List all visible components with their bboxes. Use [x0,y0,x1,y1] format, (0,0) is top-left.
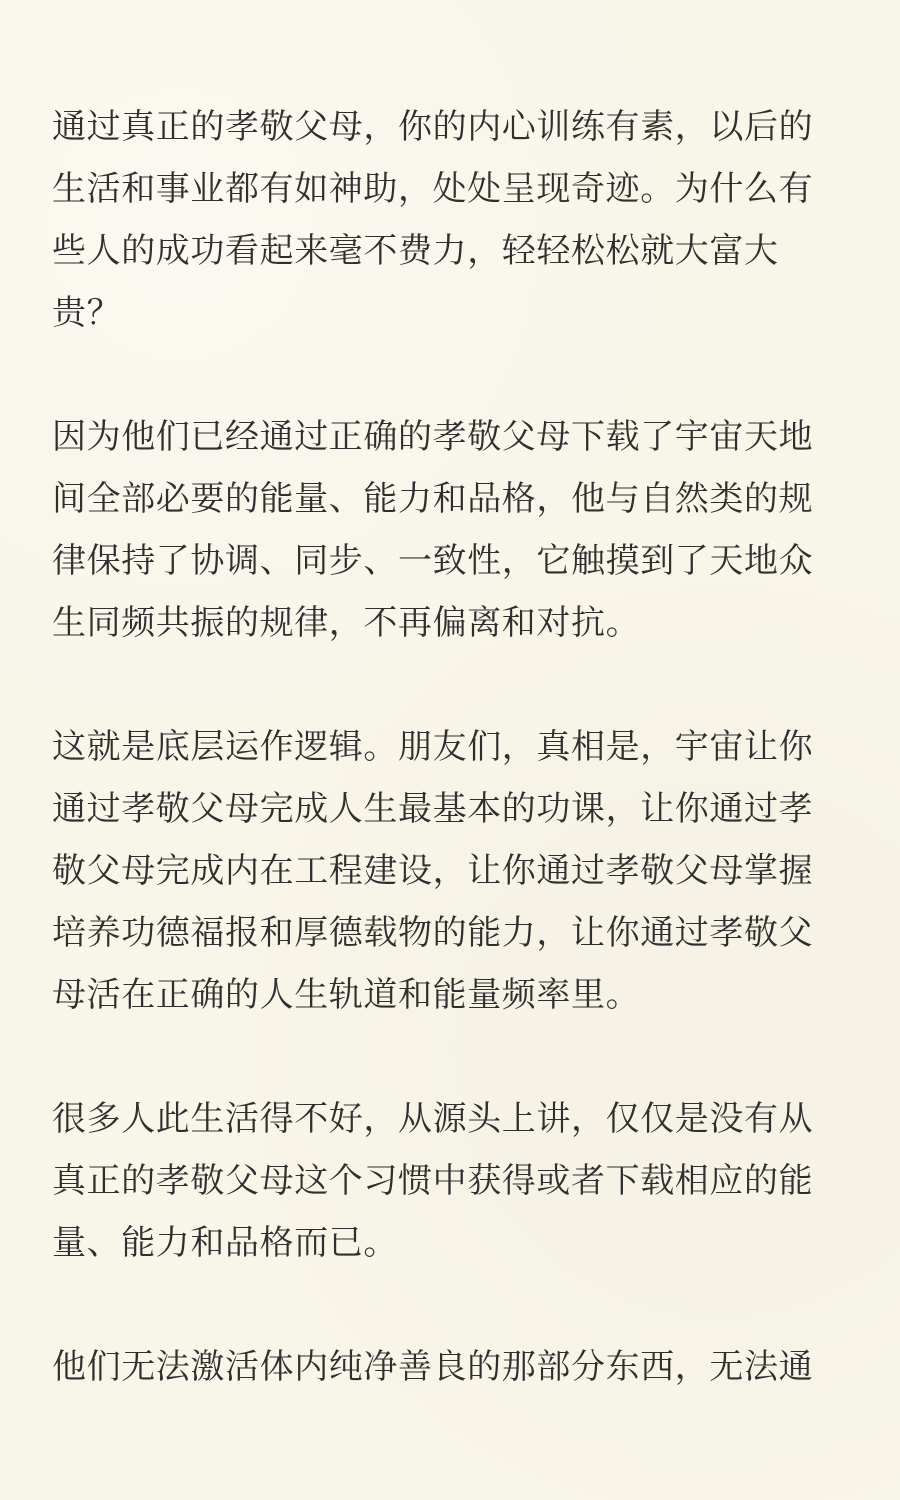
paragraph-2: 因为他们已经通过正确的孝敬父母下载了宇宙天地 间全部必要的能量、能力和品格，他与自然类的规 律保持了协调、同步、一致性，它触摸到了天地众 生同频共振的规律，不再偏离和对抗。 [52,417,814,643]
paragraph-3: 这就是底层运作逻辑。朋友们，真相是，宇宙让你 通过孝敬父母完成人生最基本的功课，让你通过孝 敬父母完成内在工程建设，让你通过孝敬父母掌握 培养功德福报和厚德载物的能力，让你通过孝敬父 母活在正确的人生轨道和能量频率里。 [52,727,814,1015]
article-body [52,96,856,1398]
paragraph-1: 通过真正的孝敬父母，你的内心训练有素，以后的 生活和事业都有如神助，处处呈现奇迹。为什么有 些人的成功看起来毫不费力，轻轻松松就大富大 贵？ [52,107,814,333]
paragraph-4: 很多人此生活得不好，从源头上讲，仅仅是没有从 真正的孝敬父母这个习惯中获得或者下载相应的能 量、能力和品格而已。 [52,1099,814,1263]
paragraph-5: 他们无法激活体内纯净善良的那部分东西，无法通 [52,1347,814,1387]
